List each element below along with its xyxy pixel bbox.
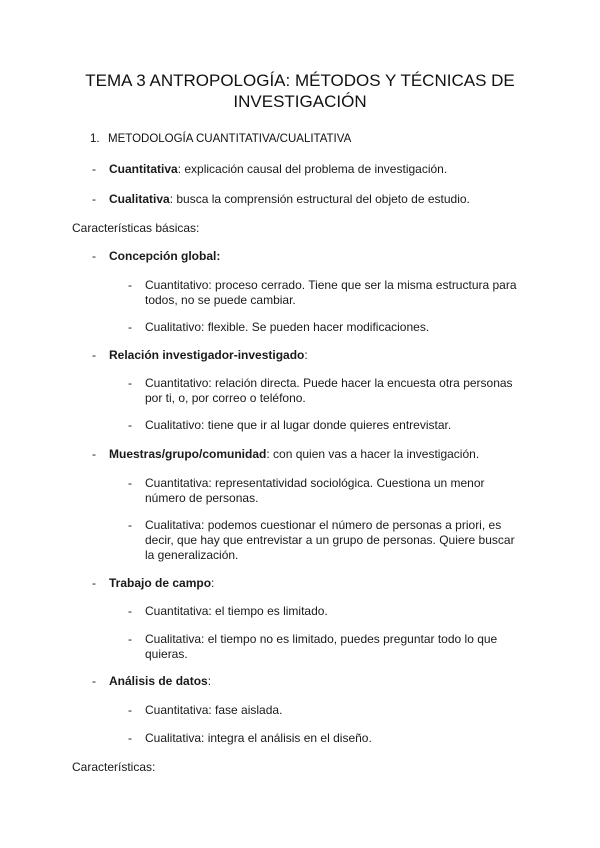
list-item-text: Cuantitativa: representatividad sociológica. Cuestiona un menor número de personas. — [145, 476, 485, 505]
section-label: METODOLOGÍA CUANTITATIVA/CUALITATIVA — [108, 133, 352, 145]
page-title: TEMA 3 ANTROPOLOGÍA: MÉTODOS Y TÉCNICAS DE INVESTIGACIÓN — [85, 71, 515, 111]
list-item-text: Cualitativa: integra el análisis en el diseño. — [145, 731, 372, 745]
list-item-text: Cuantitativo: proceso cerrado. Tiene que ser la misma estructura para todos, no se puede cambiar. — [145, 278, 517, 307]
group-term: Trabajo de campo — [109, 576, 212, 590]
bullet-dash: - — [92, 348, 96, 362]
section-number: 1. — [90, 133, 100, 145]
bullet-dash: - — [92, 249, 96, 263]
group-term: Análisis de datos — [109, 674, 208, 688]
list-item-text: Cualitativa: podemos cuestionar el número de personas a priori, es decir, que hay que entrevistar a un grupo de personas. Quiere buscar la generalización. — [145, 518, 515, 562]
list-item-text: Cuantitativo: relación directa. Puede hacer la encuesta otra personas por ti, o, por correo o teléfono. — [145, 376, 513, 405]
bullet-dash: - — [128, 632, 132, 646]
bullet-dash: - — [128, 320, 132, 334]
basics-label: Características básicas: — [72, 221, 200, 235]
group-term: Concepción global: — [109, 249, 221, 263]
group-term: Relación investigador-investigado — [109, 348, 305, 362]
list-item-text: Cuantitativa: fase aislada. — [145, 703, 283, 717]
term: Cualitativa — [109, 192, 170, 206]
bullet-dash: - — [92, 447, 96, 461]
bullet-dash: - — [128, 418, 132, 432]
bullet-dash: - — [92, 192, 96, 206]
bullet-dash: - — [92, 674, 96, 688]
bullet-dash: - — [128, 518, 132, 532]
bullet-dash: - — [92, 162, 96, 176]
bullet-dash: - — [128, 476, 132, 490]
group-rest: : — [207, 674, 212, 688]
bullet-dash: - — [92, 576, 96, 590]
term: Cuantitativa — [109, 162, 178, 176]
list-item-text: Cualitativo: flexible. Se pueden hacer modificaciones. — [145, 320, 430, 334]
footer-label: Características: — [72, 760, 156, 774]
bullet-dash: - — [128, 731, 132, 745]
list-item-text: Cualitativa: el tiempo no es limitado, puedes preguntar todo lo que quieras. — [145, 632, 498, 661]
definition: : explicación causal del problema de investigación. — [177, 162, 448, 176]
definition: : busca la comprensión estructural del objeto de estudio. — [169, 192, 470, 206]
list-item-text: Cuantitativa: el tiempo es limitado. — [145, 604, 328, 618]
group-rest: : — [304, 348, 308, 362]
bullet-dash: - — [128, 376, 132, 390]
group-term: Muestras/grupo/comunidad — [109, 447, 267, 461]
bullet-dash: - — [128, 278, 132, 292]
group-rest: : con quien vas a hacer la investigación. — [266, 447, 480, 461]
section-heading — [90, 132, 351, 147]
bullet-dash: - — [128, 703, 132, 717]
bullet-dash: - — [128, 604, 132, 618]
list-item-text: Cualitativo: tiene que ir al lugar donde quieres entrevistar. — [145, 418, 452, 432]
group-rest: : — [211, 576, 215, 590]
